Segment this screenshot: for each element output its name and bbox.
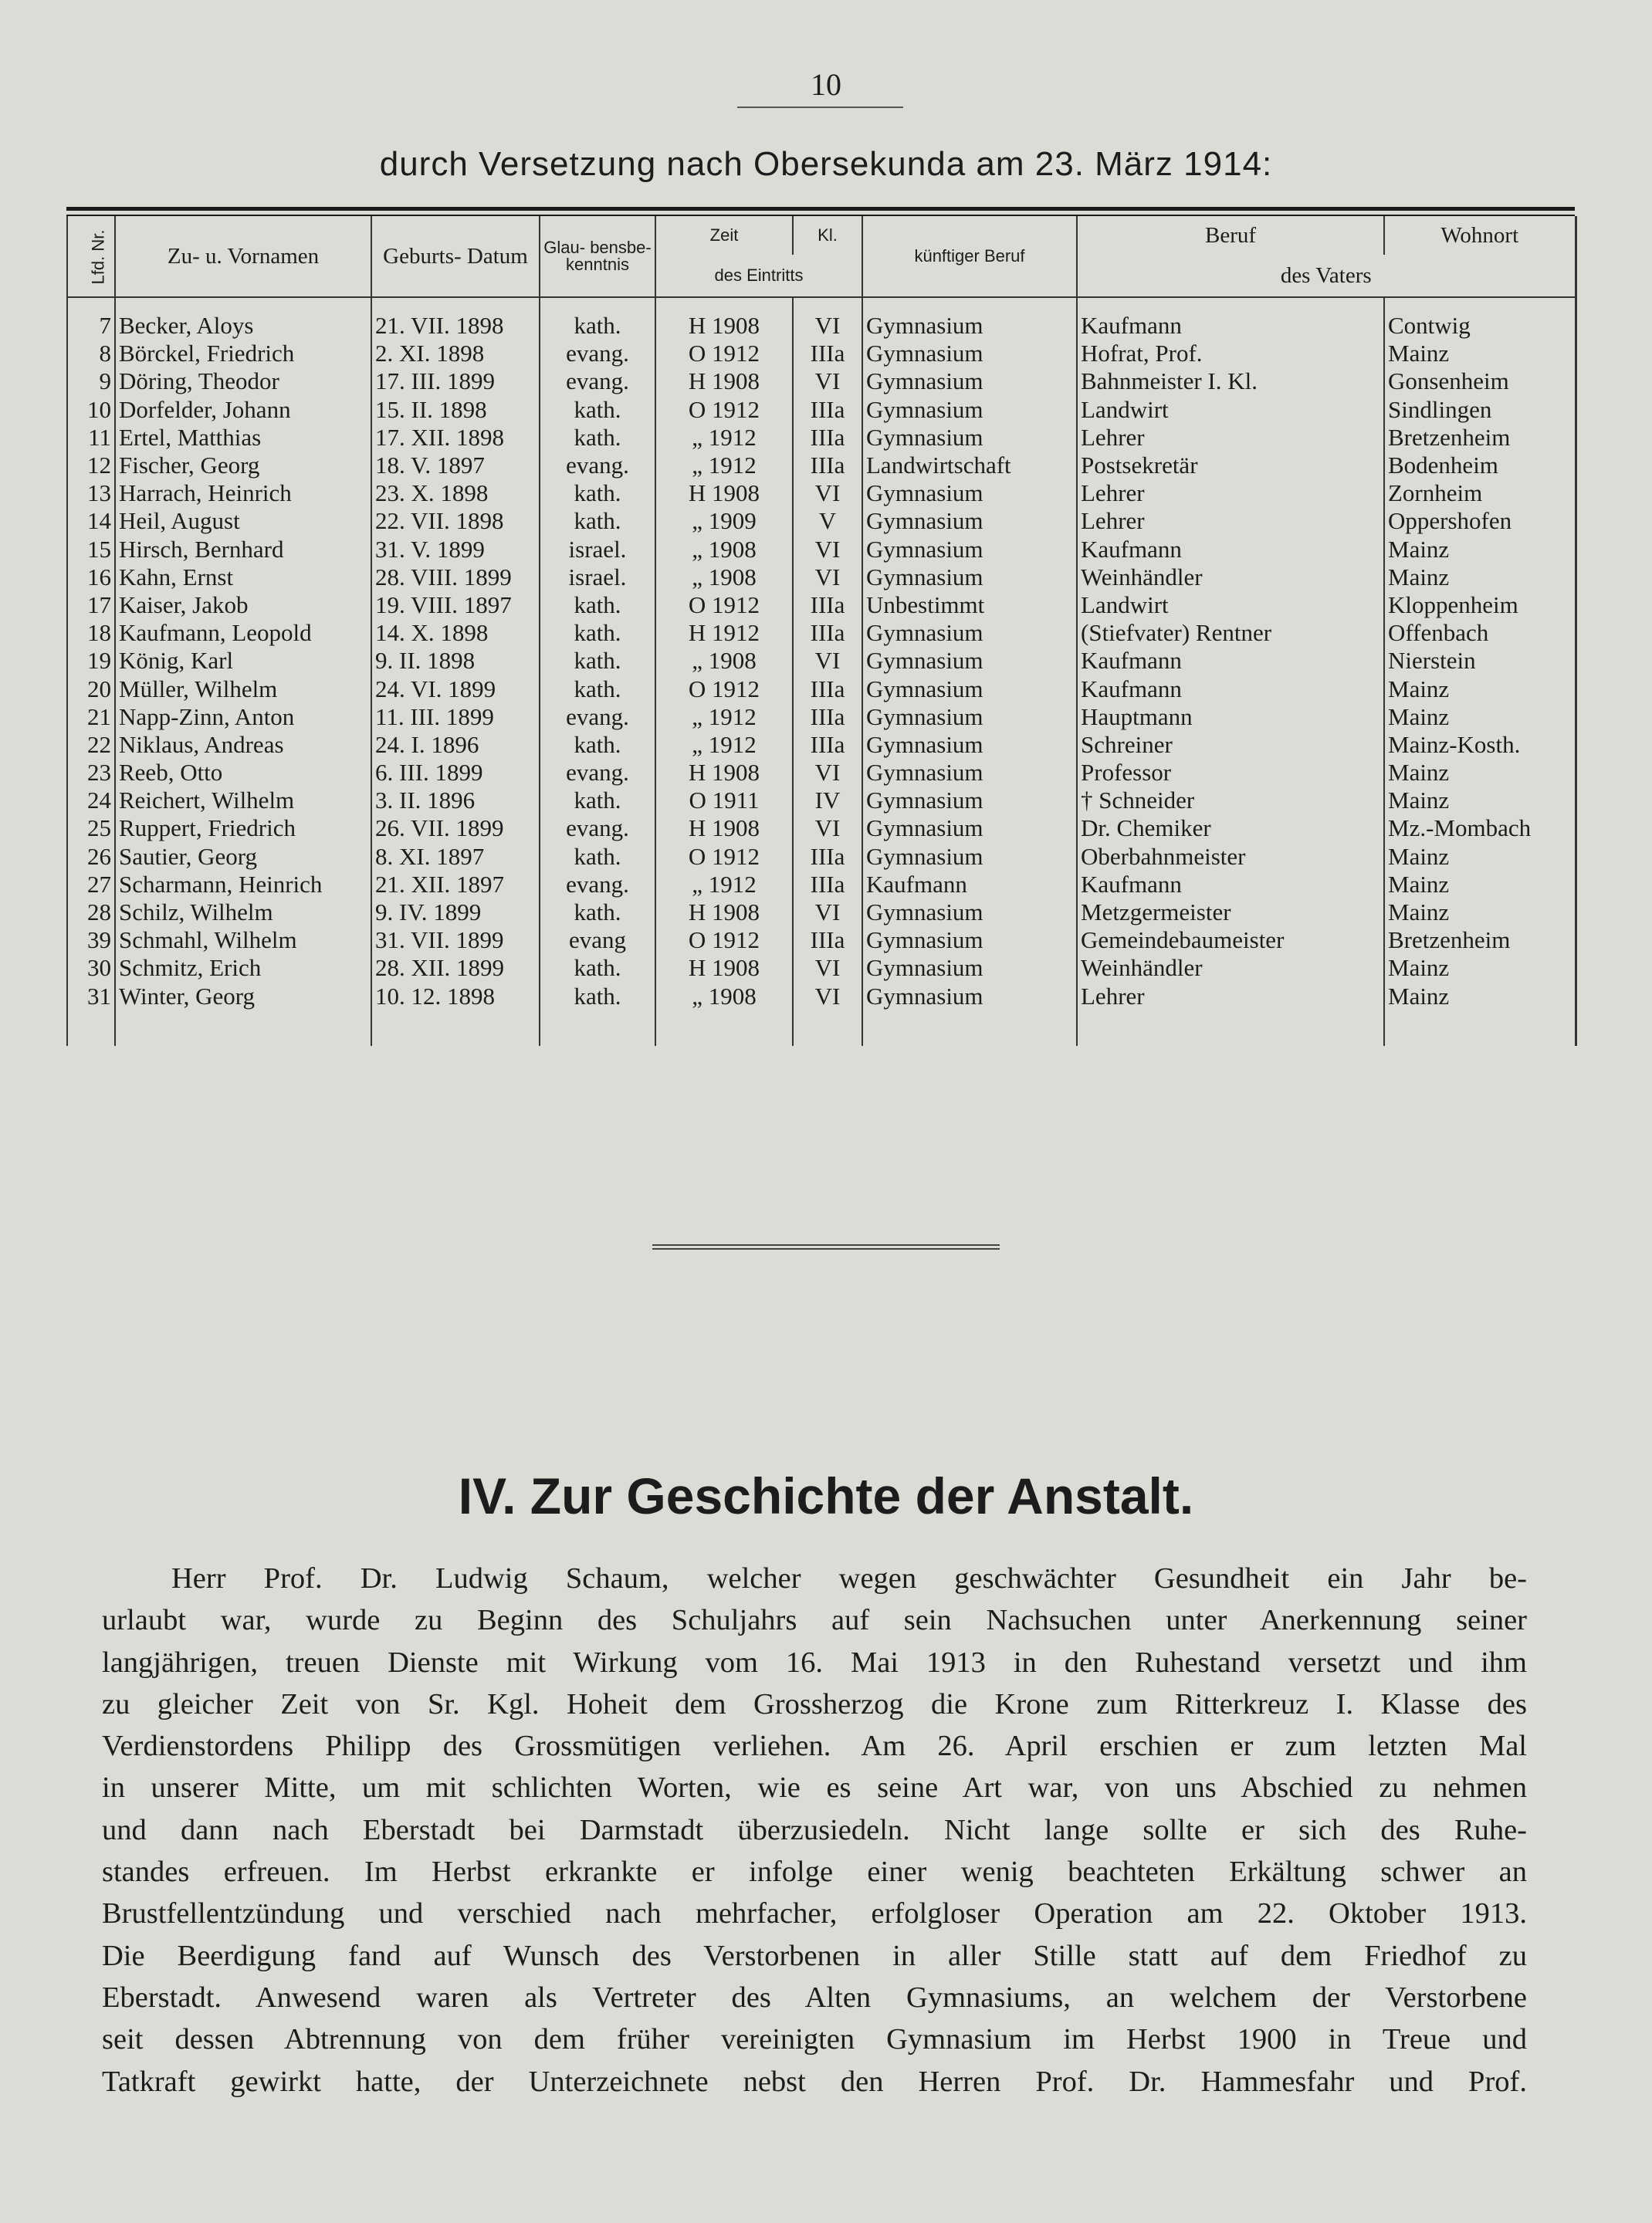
row-career: Gymnasium bbox=[862, 619, 1077, 647]
row-class: IIIa bbox=[793, 396, 862, 424]
row-class: IIIa bbox=[793, 843, 862, 871]
row-name: Kahn, Ernst bbox=[115, 563, 371, 591]
table-row bbox=[67, 479, 1576, 507]
row-date: 23. X. 1898 bbox=[371, 479, 540, 507]
row-religion: evang. bbox=[540, 367, 655, 395]
row-entry-time: „ 1912 bbox=[655, 424, 793, 452]
roster-table-wrap bbox=[66, 207, 1575, 1046]
row-entry-time: „ 1912 bbox=[655, 871, 793, 898]
row-religion: kath. bbox=[540, 787, 655, 814]
table-caption: durch Versetzung nach Obersekunda am 23. März 1914: bbox=[379, 145, 1273, 183]
row-class: VI bbox=[793, 759, 862, 787]
section-divider bbox=[652, 1244, 1000, 1250]
row-name: König, Karl bbox=[115, 647, 371, 675]
row-residence: Kloppenheim bbox=[1384, 591, 1576, 619]
table-row bbox=[67, 814, 1576, 842]
row-career: Gymnasium bbox=[862, 898, 1077, 926]
row-father-job: Kaufmann bbox=[1077, 871, 1384, 898]
table-row bbox=[67, 591, 1576, 619]
row-name: Reeb, Otto bbox=[115, 759, 371, 787]
row-religion: evang. bbox=[540, 452, 655, 479]
row-nr: 10 bbox=[67, 396, 115, 424]
row-nr: 11 bbox=[67, 424, 115, 452]
row-father-job: Kaufmann bbox=[1077, 647, 1384, 675]
row-residence: Sindlingen bbox=[1384, 396, 1576, 424]
row-name: Ertel, Matthias bbox=[115, 424, 371, 452]
row-date: 9. IV. 1899 bbox=[371, 898, 540, 926]
row-entry-time: O 1912 bbox=[655, 340, 793, 367]
page-number: 10 bbox=[811, 67, 841, 102]
row-religion: israel. bbox=[540, 563, 655, 591]
row-residence: Contwig bbox=[1384, 312, 1576, 340]
row-residence: Zornheim bbox=[1384, 479, 1576, 507]
row-entry-time: „ 1912 bbox=[655, 452, 793, 479]
table-row bbox=[67, 424, 1576, 452]
row-name: Niklaus, Andreas bbox=[115, 731, 371, 759]
row-nr: 7 bbox=[67, 312, 115, 340]
section-line: und dann nach Eberstadt bei Darmstadt überzusiedeln. Nicht lange sollte er sich des Ruhe- bbox=[102, 1813, 1527, 1846]
header-entry: des Eintritts bbox=[655, 255, 862, 297]
row-residence: Bretzenheim bbox=[1384, 926, 1576, 954]
row-class: VI bbox=[793, 983, 862, 1010]
row-date: 6. III. 1899 bbox=[371, 759, 540, 787]
table-row bbox=[67, 843, 1576, 871]
row-class: VI bbox=[793, 814, 862, 842]
row-residence: Mainz bbox=[1384, 703, 1576, 731]
row-religion: evang. bbox=[540, 759, 655, 787]
section-line: Herr Prof. Dr. Ludwig Schaum, welcher wegen geschwächter Gesundheit ein Jahr be- bbox=[171, 1562, 1527, 1595]
row-name: Dorfelder, Johann bbox=[115, 396, 371, 424]
row-residence: Mainz bbox=[1384, 898, 1576, 926]
row-class: IIIa bbox=[793, 424, 862, 452]
row-date: 21. XII. 1897 bbox=[371, 871, 540, 898]
row-name: Kaufmann, Leopold bbox=[115, 619, 371, 647]
table-row bbox=[67, 954, 1576, 982]
section-line: Die Beerdigung fand auf Wunsch des Verstorbenen in aller Stille statt auf dem Friedhof zu bbox=[102, 1939, 1527, 1972]
row-nr: 24 bbox=[67, 787, 115, 814]
row-entry-time: O 1912 bbox=[655, 843, 793, 871]
row-father-job: Lehrer bbox=[1077, 479, 1384, 507]
table-row bbox=[67, 563, 1576, 591]
row-nr: 9 bbox=[67, 367, 115, 395]
header-date: Geburts- Datum bbox=[371, 216, 540, 297]
row-class: VI bbox=[793, 479, 862, 507]
table-row bbox=[67, 340, 1576, 367]
row-religion: evang. bbox=[540, 871, 655, 898]
row-entry-time: H 1908 bbox=[655, 898, 793, 926]
table-row bbox=[67, 787, 1576, 814]
row-name: Döring, Theodor bbox=[115, 367, 371, 395]
row-father-job: Postsekretär bbox=[1077, 452, 1384, 479]
row-nr: 39 bbox=[67, 926, 115, 954]
row-date: 9. II. 1898 bbox=[371, 647, 540, 675]
row-residence: Mainz bbox=[1384, 871, 1576, 898]
header-zeit: Zeit bbox=[655, 216, 793, 255]
row-father-job: Gemeindebaumeister bbox=[1077, 926, 1384, 954]
row-residence: Bodenheim bbox=[1384, 452, 1576, 479]
row-date: 11. III. 1899 bbox=[371, 703, 540, 731]
section-line: zu gleicher Zeit von Sr. Kgl. Hoheit dem Grossherzog die Krone zum Ritterkreuz I. Klasse des bbox=[102, 1687, 1527, 1721]
row-nr: 30 bbox=[67, 954, 115, 982]
table-row bbox=[67, 675, 1576, 702]
row-religion: kath. bbox=[540, 591, 655, 619]
row-religion: evang. bbox=[540, 814, 655, 842]
table-row bbox=[67, 898, 1576, 926]
row-father-job: Lehrer bbox=[1077, 424, 1384, 452]
row-entry-time: „ 1908 bbox=[655, 536, 793, 563]
row-class: VI bbox=[793, 536, 862, 563]
row-class: IIIa bbox=[793, 871, 862, 898]
section-body bbox=[102, 1558, 1527, 2103]
row-father-job: Bahnmeister I. Kl. bbox=[1077, 367, 1384, 395]
row-class: VI bbox=[793, 954, 862, 982]
header-religion: Glau- bensbe- kenntnis bbox=[540, 216, 655, 297]
row-name: Börckel, Friedrich bbox=[115, 340, 371, 367]
row-nr: 26 bbox=[67, 843, 115, 871]
row-religion: kath. bbox=[540, 312, 655, 340]
row-date: 2. XI. 1898 bbox=[371, 340, 540, 367]
row-name: Kaiser, Jakob bbox=[115, 591, 371, 619]
row-career: Gymnasium bbox=[862, 563, 1077, 591]
row-class: VI bbox=[793, 367, 862, 395]
row-career: Gymnasium bbox=[862, 479, 1077, 507]
table-row bbox=[67, 647, 1576, 675]
row-name: Napp-Zinn, Anton bbox=[115, 703, 371, 731]
row-career: Gymnasium bbox=[862, 759, 1077, 787]
row-date: 17. XII. 1898 bbox=[371, 424, 540, 452]
row-career: Gymnasium bbox=[862, 424, 1077, 452]
section-line: standes erfreuen. Im Herbst erkrankte er infolge einer wenig beachteten Erkältung schwer an bbox=[102, 1856, 1527, 1889]
row-class: IIIa bbox=[793, 703, 862, 731]
row-religion: kath. bbox=[540, 479, 655, 507]
row-date: 28. XII. 1899 bbox=[371, 954, 540, 982]
row-name: Heil, August bbox=[115, 507, 371, 535]
table-row bbox=[67, 396, 1576, 424]
row-date: 31. VII. 1899 bbox=[371, 926, 540, 954]
section-line: Tatkraft gewirkt hatte, der Unterzeichnete nebst den Herren Prof. Dr. Hammesfahr und Prof. bbox=[102, 2065, 1527, 2098]
row-entry-time: „ 1909 bbox=[655, 507, 793, 535]
row-nr: 28 bbox=[67, 898, 115, 926]
row-father-job: Kaufmann bbox=[1077, 675, 1384, 702]
row-date: 24. VI. 1899 bbox=[371, 675, 540, 702]
table-row bbox=[67, 367, 1576, 395]
row-class: IIIa bbox=[793, 452, 862, 479]
row-father-job: Landwirt bbox=[1077, 396, 1384, 424]
row-career: Kaufmann bbox=[862, 871, 1077, 898]
row-father-job: Kaufmann bbox=[1077, 312, 1384, 340]
row-residence: Mainz bbox=[1384, 340, 1576, 367]
row-career: Gymnasium bbox=[862, 536, 1077, 563]
row-residence: Oppershofen bbox=[1384, 507, 1576, 535]
row-religion: kath. bbox=[540, 507, 655, 535]
row-residence: Mainz bbox=[1384, 954, 1576, 982]
row-father-job: † Schneider bbox=[1077, 787, 1384, 814]
row-religion: kath. bbox=[540, 675, 655, 702]
row-father-job: Dr. Chemiker bbox=[1077, 814, 1384, 842]
row-father-job: Weinhändler bbox=[1077, 563, 1384, 591]
row-career: Gymnasium bbox=[862, 703, 1077, 731]
row-name: Ruppert, Friedrich bbox=[115, 814, 371, 842]
row-nr: 15 bbox=[67, 536, 115, 563]
row-class: IV bbox=[793, 787, 862, 814]
row-name: Schmitz, Erich bbox=[115, 954, 371, 982]
row-nr: 8 bbox=[67, 340, 115, 367]
row-nr: 14 bbox=[67, 507, 115, 535]
row-date: 18. V. 1897 bbox=[371, 452, 540, 479]
header-career: künftiger Beruf bbox=[862, 216, 1077, 297]
row-nr: 27 bbox=[67, 871, 115, 898]
row-career: Gymnasium bbox=[862, 312, 1077, 340]
row-religion: kath. bbox=[540, 619, 655, 647]
roster-table bbox=[66, 216, 1577, 1046]
row-father-job: Hauptmann bbox=[1077, 703, 1384, 731]
row-name: Sautier, Georg bbox=[115, 843, 371, 871]
row-nr: 22 bbox=[67, 731, 115, 759]
row-career: Gymnasium bbox=[862, 983, 1077, 1010]
table-row bbox=[67, 926, 1576, 954]
row-residence: Mainz bbox=[1384, 843, 1576, 871]
header-name: Zu- u. Vornamen bbox=[115, 216, 371, 297]
row-nr: 25 bbox=[67, 814, 115, 842]
row-residence: Mainz bbox=[1384, 675, 1576, 702]
row-nr: 21 bbox=[67, 703, 115, 731]
row-residence: Nierstein bbox=[1384, 647, 1576, 675]
row-nr: 20 bbox=[67, 675, 115, 702]
table-row bbox=[67, 619, 1576, 647]
row-father-job: Weinhändler bbox=[1077, 954, 1384, 982]
row-class: V bbox=[793, 507, 862, 535]
row-career: Gymnasium bbox=[862, 396, 1077, 424]
row-father-job: Hofrat, Prof. bbox=[1077, 340, 1384, 367]
row-entry-time: „ 1908 bbox=[655, 983, 793, 1010]
row-entry-time: „ 1908 bbox=[655, 647, 793, 675]
row-date: 3. II. 1896 bbox=[371, 787, 540, 814]
section-line: urlaubt war, wurde zu Beginn des Schuljahrs auf sein Nachsuchen unter Anerkennung seiner bbox=[102, 1604, 1527, 1637]
row-date: 28. VIII. 1899 bbox=[371, 563, 540, 591]
row-religion: kath. bbox=[540, 424, 655, 452]
row-residence: Bretzenheim bbox=[1384, 424, 1576, 452]
row-religion: evang bbox=[540, 926, 655, 954]
row-career: Gymnasium bbox=[862, 731, 1077, 759]
row-residence: Offenbach bbox=[1384, 619, 1576, 647]
row-entry-time: „ 1908 bbox=[655, 563, 793, 591]
table-row bbox=[67, 312, 1576, 340]
row-residence: Mainz-Kosth. bbox=[1384, 731, 1576, 759]
table-row bbox=[67, 507, 1576, 535]
row-nr: 23 bbox=[67, 759, 115, 787]
row-date: 10. 12. 1898 bbox=[371, 983, 540, 1010]
row-class: IIIa bbox=[793, 340, 862, 367]
row-name: Winter, Georg bbox=[115, 983, 371, 1010]
row-religion: kath. bbox=[540, 843, 655, 871]
row-residence: Mainz bbox=[1384, 983, 1576, 1010]
row-class: IIIa bbox=[793, 926, 862, 954]
row-career: Gymnasium bbox=[862, 647, 1077, 675]
row-residence: Mainz bbox=[1384, 536, 1576, 563]
row-residence: Mainz bbox=[1384, 563, 1576, 591]
section-line: Eberstadt. Anwesend waren als Vertreter des Alten Gymnasiums, an welchem der Verstorbene bbox=[102, 1981, 1527, 2014]
row-name: Schmahl, Wilhelm bbox=[115, 926, 371, 954]
row-nr: 12 bbox=[67, 452, 115, 479]
row-date: 26. VII. 1899 bbox=[371, 814, 540, 842]
row-career: Gymnasium bbox=[862, 787, 1077, 814]
row-career: Gymnasium bbox=[862, 340, 1077, 367]
row-class: IIIa bbox=[793, 675, 862, 702]
row-entry-time: „ 1912 bbox=[655, 703, 793, 731]
row-class: VI bbox=[793, 898, 862, 926]
row-name: Scharmann, Heinrich bbox=[115, 871, 371, 898]
table-row bbox=[67, 871, 1576, 898]
row-nr: 16 bbox=[67, 563, 115, 591]
section-line: langjährigen, treuen Dienste mit Wirkung vom 16. Mai 1913 in den Ruhestand versetzt und ihm bbox=[102, 1646, 1527, 1679]
row-father-job: Landwirt bbox=[1077, 591, 1384, 619]
row-father-job: Oberbahnmeister bbox=[1077, 843, 1384, 871]
row-residence: Gonsenheim bbox=[1384, 367, 1576, 395]
row-class: VI bbox=[793, 563, 862, 591]
header-nr: Lfd. Nr. bbox=[67, 216, 115, 297]
row-name: Hirsch, Bernhard bbox=[115, 536, 371, 563]
row-career: Gymnasium bbox=[862, 926, 1077, 954]
section-line: seit dessen Abtrennung von dem früher vereinigten Gymnasium im Herbst 1900 in Treue und bbox=[102, 2023, 1527, 2056]
row-entry-time: O 1912 bbox=[655, 591, 793, 619]
row-class: IIIa bbox=[793, 591, 862, 619]
row-name: Müller, Wilhelm bbox=[115, 675, 371, 702]
row-residence: Mainz bbox=[1384, 759, 1576, 787]
row-nr: 13 bbox=[67, 479, 115, 507]
row-date: 31. V. 1899 bbox=[371, 536, 540, 563]
row-class: IIIa bbox=[793, 731, 862, 759]
section-line: Brustfellentzündung und verschied nach mehrfacher, erfolgloser Operation am 22. Oktober 1913. bbox=[102, 1897, 1527, 1930]
row-father-job: Metzgermeister bbox=[1077, 898, 1384, 926]
section-line: in unserer Mitte, um mit schlichten Worten, wie es seine Art war, von uns Abschied zu nehmen bbox=[102, 1771, 1527, 1805]
row-career: Unbestimmt bbox=[862, 591, 1077, 619]
row-religion: kath. bbox=[540, 731, 655, 759]
row-entry-time: O 1912 bbox=[655, 926, 793, 954]
row-career: Landwirtschaft bbox=[862, 452, 1077, 479]
row-entry-time: O 1911 bbox=[655, 787, 793, 814]
row-name: Schilz, Wilhelm bbox=[115, 898, 371, 926]
row-religion: evang. bbox=[540, 340, 655, 367]
row-name: Harrach, Heinrich bbox=[115, 479, 371, 507]
row-class: VI bbox=[793, 312, 862, 340]
row-nr: 17 bbox=[67, 591, 115, 619]
page-number-rule bbox=[737, 107, 903, 108]
row-date: 8. XI. 1897 bbox=[371, 843, 540, 871]
row-entry-time: H 1908 bbox=[655, 367, 793, 395]
table-row bbox=[67, 759, 1576, 787]
row-religion: kath. bbox=[540, 647, 655, 675]
row-nr: 18 bbox=[67, 619, 115, 647]
row-nr: 31 bbox=[67, 983, 115, 1010]
row-religion: evang. bbox=[540, 703, 655, 731]
header-beruf: Beruf bbox=[1077, 216, 1384, 255]
row-entry-time: H 1908 bbox=[655, 814, 793, 842]
row-entry-time: H 1908 bbox=[655, 479, 793, 507]
section-heading: IV. Zur Geschichte der Anstalt. bbox=[458, 1467, 1194, 1524]
row-entry-time: H 1908 bbox=[655, 312, 793, 340]
row-father-job: Schreiner bbox=[1077, 731, 1384, 759]
row-career: Gymnasium bbox=[862, 367, 1077, 395]
row-religion: kath. bbox=[540, 954, 655, 982]
row-residence: Mainz bbox=[1384, 787, 1576, 814]
row-father-job: Lehrer bbox=[1077, 983, 1384, 1010]
row-date: 21. VII. 1898 bbox=[371, 312, 540, 340]
row-father-job: Professor bbox=[1077, 759, 1384, 787]
row-date: 19. VIII. 1897 bbox=[371, 591, 540, 619]
row-name: Reichert, Wilhelm bbox=[115, 787, 371, 814]
table-row bbox=[67, 452, 1576, 479]
row-career: Gymnasium bbox=[862, 507, 1077, 535]
row-career: Gymnasium bbox=[862, 814, 1077, 842]
header-wohnort: Wohnort bbox=[1384, 216, 1576, 255]
table-row bbox=[67, 731, 1576, 759]
row-date: 17. III. 1899 bbox=[371, 367, 540, 395]
row-date: 24. I. 1896 bbox=[371, 731, 540, 759]
row-career: Gymnasium bbox=[862, 843, 1077, 871]
table-row bbox=[67, 536, 1576, 563]
row-religion: israel. bbox=[540, 536, 655, 563]
row-name: Fischer, Georg bbox=[115, 452, 371, 479]
row-residence: Mz.-Mombach bbox=[1384, 814, 1576, 842]
row-class: VI bbox=[793, 647, 862, 675]
roster-body bbox=[67, 297, 1576, 1046]
row-entry-time: H 1912 bbox=[655, 619, 793, 647]
row-entry-time: H 1908 bbox=[655, 954, 793, 982]
row-entry-time: O 1912 bbox=[655, 675, 793, 702]
row-date: 22. VII. 1898 bbox=[371, 507, 540, 535]
row-father-job: Kaufmann bbox=[1077, 536, 1384, 563]
row-career: Gymnasium bbox=[862, 954, 1077, 982]
row-entry-time: O 1912 bbox=[655, 396, 793, 424]
row-nr: 19 bbox=[67, 647, 115, 675]
row-religion: kath. bbox=[540, 396, 655, 424]
table-row bbox=[67, 703, 1576, 731]
table-top-rule bbox=[66, 207, 1575, 211]
header-father: des Vaters bbox=[1077, 255, 1576, 297]
row-religion: kath. bbox=[540, 898, 655, 926]
row-entry-time: „ 1912 bbox=[655, 731, 793, 759]
row-religion: kath. bbox=[540, 983, 655, 1010]
row-father-job: (Stiefvater) Rentner bbox=[1077, 619, 1384, 647]
row-career: Gymnasium bbox=[862, 675, 1077, 702]
row-entry-time: H 1908 bbox=[655, 759, 793, 787]
section-line: Verdienstordens Philipp des Grossmütigen verliehen. Am 26. April erschien er zum letzten Mal bbox=[102, 1730, 1527, 1763]
header-kl: Kl. bbox=[793, 216, 862, 255]
row-class: IIIa bbox=[793, 619, 862, 647]
row-date: 15. II. 1898 bbox=[371, 396, 540, 424]
row-date: 14. X. 1898 bbox=[371, 619, 540, 647]
table-row bbox=[67, 983, 1576, 1010]
row-name: Becker, Aloys bbox=[115, 312, 371, 340]
row-father-job: Lehrer bbox=[1077, 507, 1384, 535]
